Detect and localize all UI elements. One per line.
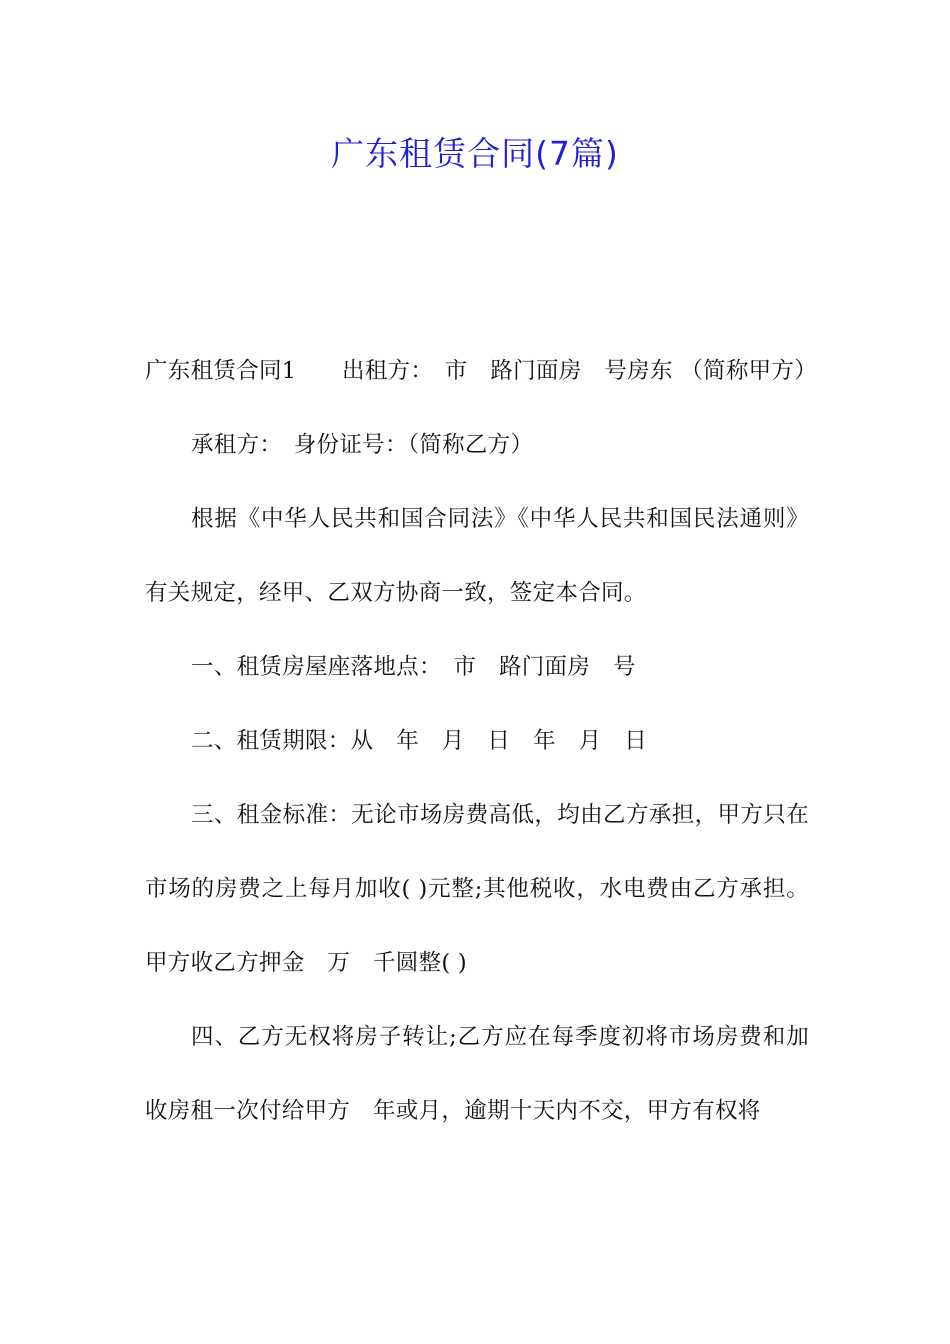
clause-2-term: 二、租赁期限：从 年 月 日 年 月 日 [191,728,648,754]
document-body [145,334,818,1148]
document-title: 广东租赁合同(7篇) [331,134,619,173]
paragraph-intro: 广东租赁合同1 出租方： 市 路门面房 号房东 （简称甲方） [145,358,818,384]
clause-3-rent: 三、租金标准：无论市场房费高低，均由乙方承担，甲方只在市场的房费之上每月加收( )元整;其他税收，水电费由乙方承担。甲方收乙方押金 万 千圆整( ) [145,802,809,976]
paragraph-lessee: 承租方： 身份证号：（简称乙方） [191,432,534,458]
clause-4-transfer: 四、乙方无权将房子转让;乙方应在每季度初将市场房费和加收房租一次付给甲方 年或月，逾期十天内不交，甲方有权将 [145,1024,809,1124]
paragraph-legal-basis: 根据《中华人民共和国合同法》《中华人民共和国民法通则》有关规定，经甲、乙双方协商一致，签定本合同。 [145,506,809,606]
clause-1-location: 一、租赁房屋座落地点： 市 路门面房 号 [191,654,636,680]
